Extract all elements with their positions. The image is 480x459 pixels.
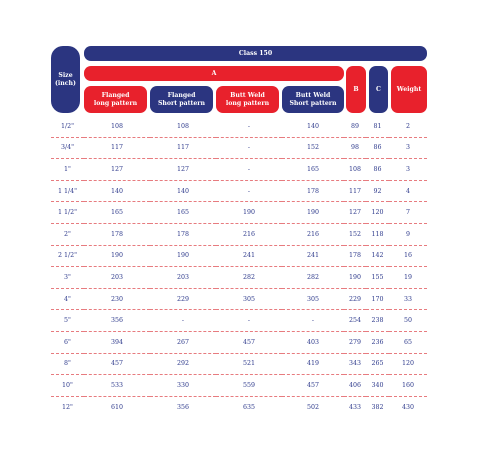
flanged-long-cell: 457 bbox=[84, 353, 150, 375]
buttweld-long-cell: - bbox=[216, 310, 282, 332]
c-cell: 265 bbox=[366, 353, 389, 375]
buttweld-short-cell: 282 bbox=[282, 267, 344, 289]
flanged-long-cell: 230 bbox=[84, 288, 150, 310]
weight-header: Weight bbox=[391, 66, 427, 113]
b-cell: 127 bbox=[344, 202, 366, 224]
c-cell: 142 bbox=[366, 245, 389, 267]
buttweld-short-line1: Butt Weld bbox=[295, 91, 331, 99]
size-cell: 1" bbox=[51, 159, 84, 181]
weight-cell: 7 bbox=[389, 202, 427, 224]
flanged-long-cell: 165 bbox=[84, 202, 150, 224]
c-cell: 238 bbox=[366, 310, 389, 332]
weight-cell: 16 bbox=[389, 245, 427, 267]
b-cell: 108 bbox=[344, 159, 366, 181]
flanged-long-cell: 127 bbox=[84, 159, 150, 181]
size-cell: 4" bbox=[51, 288, 84, 310]
c-cell: 170 bbox=[366, 288, 389, 310]
b-cell: 98 bbox=[344, 137, 366, 159]
weight-cell: 50 bbox=[389, 310, 427, 332]
buttweld-long-cell: 457 bbox=[216, 331, 282, 353]
flanged-long-cell: 140 bbox=[84, 180, 150, 202]
buttweld-long-cell: 190 bbox=[216, 202, 282, 224]
weight-cell: 9 bbox=[389, 223, 427, 245]
table-row bbox=[51, 245, 427, 267]
b-cell: 406 bbox=[344, 375, 366, 397]
b-cell: 190 bbox=[344, 267, 366, 289]
buttweld-short-line2: Short pattern bbox=[289, 99, 337, 107]
table-body bbox=[51, 116, 427, 417]
flanged-short-cell: 117 bbox=[150, 137, 216, 159]
buttweld-short-cell: 457 bbox=[282, 375, 344, 397]
flanged-short-cell: 165 bbox=[150, 202, 216, 224]
class-header: Class 150 bbox=[84, 46, 427, 61]
flanged-long-cell: 394 bbox=[84, 331, 150, 353]
table-row bbox=[51, 396, 427, 417]
table-row bbox=[51, 288, 427, 310]
weight-cell: 4 bbox=[389, 180, 427, 202]
b-cell: 254 bbox=[344, 310, 366, 332]
size-cell: 1 1/4" bbox=[51, 180, 84, 202]
buttweld-short-cell: 241 bbox=[282, 245, 344, 267]
buttweld-long-line2: long pattern bbox=[225, 99, 270, 107]
weight-cell: 120 bbox=[389, 353, 427, 375]
flanged-short-cell: 229 bbox=[150, 288, 216, 310]
flanged-short-cell: 127 bbox=[150, 159, 216, 181]
size-cell: 2 1/2" bbox=[51, 245, 84, 267]
buttweld-short-cell: 152 bbox=[282, 137, 344, 159]
flanged-short-cell: 108 bbox=[150, 116, 216, 137]
buttweld-short-cell: 502 bbox=[306, 403, 320, 411]
table-row bbox=[51, 310, 427, 332]
flanged-short-cell: - bbox=[150, 310, 216, 332]
buttweld-long-cell: 559 bbox=[216, 375, 282, 397]
flanged-long-line1: Flanged bbox=[101, 91, 130, 99]
c-header: C bbox=[369, 66, 388, 113]
flanged-short-cell: 267 bbox=[150, 331, 216, 353]
size-header bbox=[51, 46, 80, 113]
buttweld-long-cell: - bbox=[216, 159, 282, 181]
flanged-short-cell: 190 bbox=[150, 245, 216, 267]
size-cell: 1 1/2" bbox=[51, 202, 84, 224]
size-cell: 10" bbox=[51, 375, 84, 397]
buttweld-short-cell: 216 bbox=[282, 223, 344, 245]
flanged-short-cell: 356 bbox=[176, 403, 190, 411]
table-row bbox=[51, 223, 427, 245]
c-cell: 86 bbox=[366, 137, 389, 159]
c-cell: 340 bbox=[366, 375, 389, 397]
buttweld-long-cell: 305 bbox=[216, 288, 282, 310]
weight-cell: 2 bbox=[389, 116, 427, 137]
c-cell: 81 bbox=[366, 116, 389, 137]
flanged-long-cell: 190 bbox=[84, 245, 150, 267]
c-cell: 86 bbox=[366, 159, 389, 181]
flanged-long-header bbox=[84, 86, 147, 113]
b-cell: 343 bbox=[344, 353, 366, 375]
buttweld-short-cell: 165 bbox=[282, 159, 344, 181]
buttweld-short-cell: 190 bbox=[282, 202, 344, 224]
size-header-line1: Size bbox=[58, 71, 73, 79]
buttweld-short-cell: 403 bbox=[282, 331, 344, 353]
size-cell: 3/4" bbox=[51, 137, 84, 159]
flanged-long-cell: 533 bbox=[84, 375, 150, 397]
table-row bbox=[51, 116, 427, 137]
flanged-short-cell: 140 bbox=[150, 180, 216, 202]
flanged-short-cell: 203 bbox=[150, 267, 216, 289]
b-cell: 117 bbox=[344, 180, 366, 202]
b-cell: 279 bbox=[344, 331, 366, 353]
flanged-long-cell: 117 bbox=[84, 137, 150, 159]
buttweld-long-cell: - bbox=[216, 180, 282, 202]
flanged-long-cell: 203 bbox=[84, 267, 150, 289]
c-cell: 92 bbox=[366, 180, 389, 202]
size-cell: 2" bbox=[51, 223, 84, 245]
buttweld-short-cell: 305 bbox=[282, 288, 344, 310]
a-header: A bbox=[84, 66, 344, 81]
buttweld-short-cell: - bbox=[282, 310, 344, 332]
flanged-long-cell: 610 bbox=[110, 403, 124, 411]
table-row bbox=[51, 180, 427, 202]
b-cell: 152 bbox=[344, 223, 366, 245]
table-row bbox=[51, 202, 427, 224]
flanged-short-header bbox=[150, 86, 213, 113]
table-row bbox=[51, 159, 427, 181]
dimension-table bbox=[51, 116, 427, 417]
buttweld-long-line1: Butt Weld bbox=[230, 91, 265, 99]
flanged-long-line2: long pattern bbox=[93, 99, 138, 107]
size-cell: 8" bbox=[51, 353, 84, 375]
size-cell: 1/2" bbox=[51, 116, 84, 137]
weight-cell: 65 bbox=[389, 331, 427, 353]
flanged-long-cell: 108 bbox=[84, 116, 150, 137]
size-header-line2: (inch) bbox=[55, 79, 76, 87]
c-cell: 236 bbox=[366, 331, 389, 353]
weight-cell: 3 bbox=[389, 159, 427, 181]
weight-cell: 19 bbox=[389, 267, 427, 289]
buttweld-long-cell: 216 bbox=[216, 223, 282, 245]
weight-cell: 33 bbox=[389, 288, 427, 310]
buttweld-long-header bbox=[216, 86, 279, 113]
size-cell: 5" bbox=[51, 310, 84, 332]
table-row bbox=[51, 375, 427, 397]
c-cell: 155 bbox=[366, 267, 389, 289]
buttweld-long-cell: - bbox=[216, 137, 282, 159]
flanged-short-cell: 292 bbox=[150, 353, 216, 375]
b-header: B bbox=[346, 66, 366, 113]
flanged-short-cell: 178 bbox=[150, 223, 216, 245]
weight-cell: 430 bbox=[401, 403, 415, 411]
buttweld-short-header bbox=[282, 86, 344, 113]
table-row bbox=[51, 353, 427, 375]
flanged-short-cell: 330 bbox=[150, 375, 216, 397]
c-cell: 120 bbox=[366, 202, 389, 224]
size-cell: 12" bbox=[62, 403, 73, 411]
weight-cell: 160 bbox=[389, 375, 427, 397]
buttweld-long-cell: 635 bbox=[242, 403, 256, 411]
flanged-short-line2: Short pattern bbox=[157, 99, 206, 107]
table-row bbox=[51, 137, 427, 159]
b-cell: 178 bbox=[344, 245, 366, 267]
buttweld-long-cell: - bbox=[216, 116, 282, 137]
weight-cell: 3 bbox=[389, 137, 427, 159]
buttweld-long-cell: 241 bbox=[216, 245, 282, 267]
buttweld-long-cell: 521 bbox=[216, 353, 282, 375]
buttweld-short-cell: 419 bbox=[282, 353, 344, 375]
buttweld-short-cell: 140 bbox=[282, 116, 344, 137]
buttweld-short-cell: 178 bbox=[282, 180, 344, 202]
buttweld-long-cell: 282 bbox=[216, 267, 282, 289]
b-cell: 433 bbox=[348, 403, 362, 411]
flanged-short-line1: Flanged bbox=[167, 91, 196, 99]
b-cell: 229 bbox=[344, 288, 366, 310]
size-cell: 6" bbox=[51, 331, 84, 353]
c-cell: 118 bbox=[366, 223, 389, 245]
flanged-long-cell: 178 bbox=[84, 223, 150, 245]
c-cell: 382 bbox=[371, 403, 384, 411]
b-cell: 89 bbox=[344, 116, 366, 137]
flanged-long-cell: 356 bbox=[84, 310, 150, 332]
table-row bbox=[51, 267, 427, 289]
size-cell: 3" bbox=[51, 267, 84, 289]
table-row bbox=[51, 331, 427, 353]
